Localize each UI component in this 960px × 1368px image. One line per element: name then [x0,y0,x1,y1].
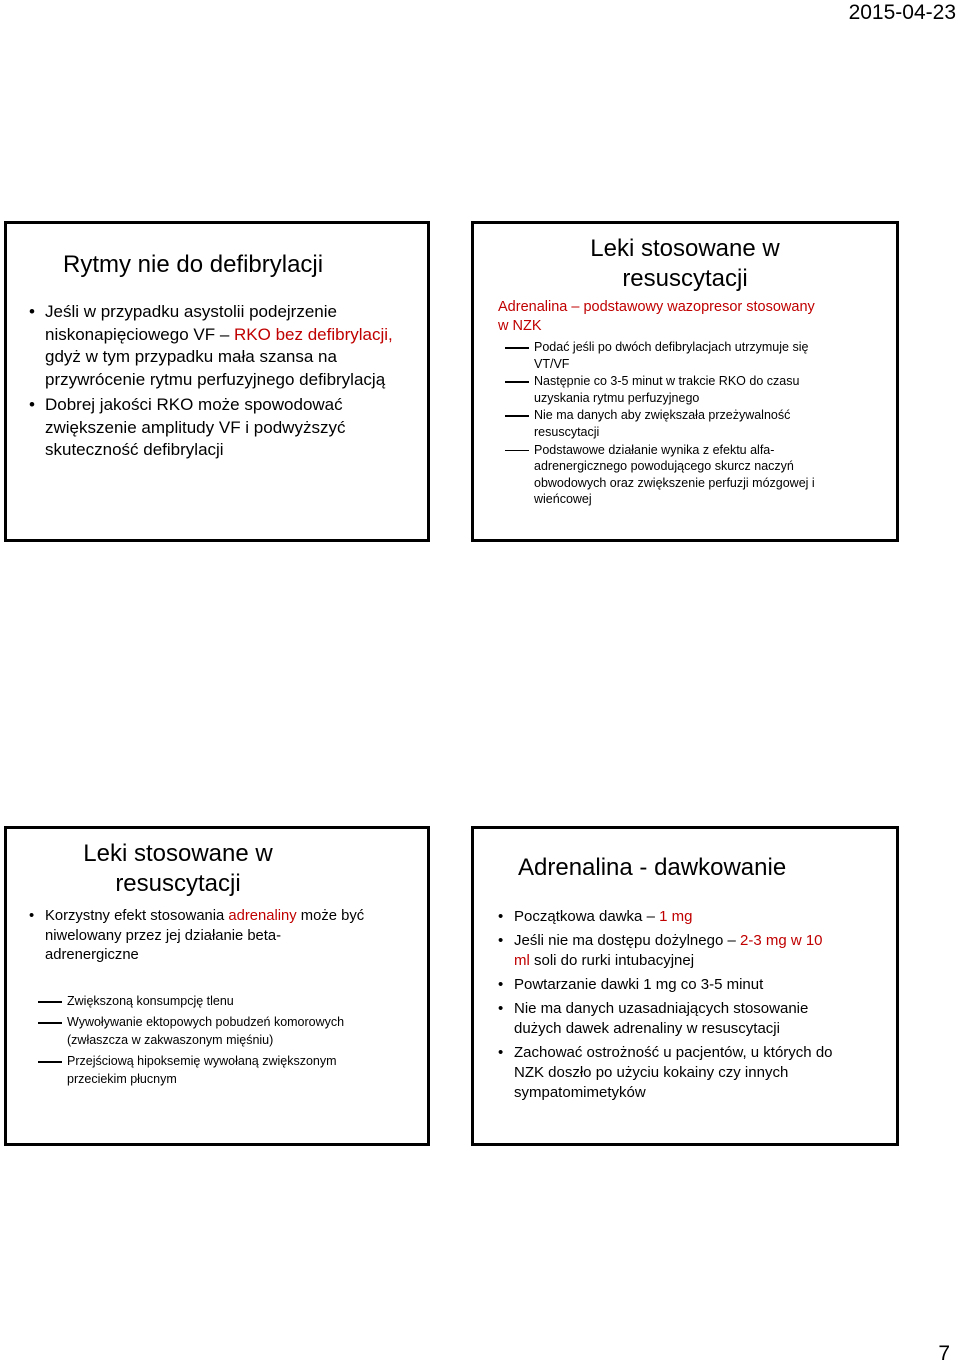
dash-icon [38,1001,62,1003]
bullet-line: może być [296,908,365,924]
bullet-line: Jeśli w przypadku asystolii podejrzenie [45,302,337,321]
slide-adrenalina-dawkowanie [471,826,899,1146]
highlight-text: 2-3 mg w 10 [739,932,823,949]
dash-icon [505,450,529,452]
sub-line: uzyskania rytmu perfuzyjnego [534,390,700,405]
title-line: resuscytacji [115,870,241,897]
sub-line: Nie ma danych aby zwiększała przeżywalność [534,408,791,423]
sub-line: Zwiększoną konsumpcję tlenu [67,994,234,1008]
sub-line: przeciekim płucnym [67,1072,177,1086]
page-number: 7 [938,1342,950,1365]
bullet-line: Nie ma danych uzasadniających stosowanie [514,1000,809,1017]
list-item [504,373,815,406]
bullet-line: Początkowa dawka – [514,908,660,925]
bullet-line: Dobrej jakości RKO może spowodować [45,394,343,414]
lead-line: Adrenalina – podstawowy wazopresor stosowany [498,299,815,315]
bullet-icon: • [498,1044,504,1061]
sub-line: Przejściową hipoksemię wywołaną zwiększonym [67,1054,337,1068]
list-item [37,992,344,1010]
sub-list [37,992,344,1088]
sub-line: adrenergicznego powodującego skurcz naczyń [534,459,794,474]
bullet-line: gdyż w tym przypadku mała szansa na [45,347,337,367]
list-item [37,1052,344,1088]
bullet-icon: • [29,908,35,924]
list-item [29,907,364,966]
list-item [498,907,833,927]
sub-line: Następnie co 3-5 minut w trakcie RKO do czasu [534,374,800,389]
bullet-icon: • [29,394,35,414]
list-item [504,339,815,372]
highlight-text: RKO bez defibrylacji, [234,324,393,344]
list-item [29,301,393,392]
lead-line: w NZK [498,318,542,334]
dash-icon [505,381,529,383]
slide-title: Rytmy nie do defibrylacji [63,251,324,278]
title-line: resuscytacji [622,265,748,292]
sub-line: Wywoływanie ektopowych pobudzeń komorowych [67,1015,345,1029]
bullet-line: zwiększenie amplitudy VF i podwyższyć [45,417,346,437]
bullet-line: skuteczność defibrylacji [45,440,224,460]
sub-line: obwodowych oraz zwiększenie perfuzji mózgowej i [534,475,815,490]
slide-leki-stosowane-beta [4,826,430,1146]
slide-title [474,234,896,294]
bullet-line: Powtarzanie dawki 1 mg co 3-5 minut [514,976,764,993]
slide-leki-stosowane-adrenalina [471,221,899,542]
bullet-icon: • [498,908,504,925]
sub-line: resuscytacji [534,424,600,439]
dash-icon [505,347,529,349]
sub-list [504,339,815,508]
sub-line: (zwłaszcza w zakwaszonym mięśniu) [67,1033,274,1047]
bullet-icon: • [498,932,504,949]
lead-paragraph [498,298,815,336]
bullet-list [29,907,364,966]
sub-line: VT/VF [534,356,570,371]
highlight-text: ml [514,952,530,969]
highlight-text: 1 mg [659,908,693,925]
bullet-line: przywrócenie rytmu perfuzyjnego defibrylacją [45,370,386,390]
sub-line: Podstawowe działanie wynika z efektu alfa- [534,442,775,457]
list-item [504,407,815,440]
bullet-line: Jeśli nie ma dostępu dożylnego – [514,932,740,949]
sub-line: wieńcowej [534,492,592,507]
list-item [504,442,815,508]
bullet-line: Korzystny efekt stosowania [45,908,229,924]
list-item [498,975,833,995]
bullet-line: NZK doszło po użyciu kokainy czy innych [514,1064,789,1081]
bullet-list [498,907,833,1103]
bullet-icon: • [498,976,504,993]
bullet-icon: • [498,1000,504,1017]
bullet-line: dużych dawek adrenaliny w resuscytacji [514,1020,780,1037]
list-item [37,1013,344,1049]
sub-line: Podać jeśli po dwóch defibrylacjach utrzymuje się [534,340,809,354]
bullet-line: Zachować ostrożność u pacjentów, u których do [514,1044,833,1061]
bullet-line: niwelowany przez jej działanie beta- [45,927,282,944]
print-date: 2015-04-23 [848,1,956,24]
highlight-text: adrenaliny [228,908,297,924]
dash-icon [505,415,529,417]
bullet-line: adrenergiczne [45,947,139,963]
list-item [498,1043,833,1103]
bullet-line: niskonapięciowego VF – [45,324,235,344]
title-line: Leki stosowane w [590,235,780,262]
slide-title: Adrenalina - dawkowanie [518,854,787,881]
bullet-list [29,301,393,462]
bullet-icon: • [29,302,35,321]
list-item [498,999,833,1039]
dash-icon [38,1022,62,1024]
slide-rytmy-nie-do-defibrylacji [4,221,430,542]
title-line: Leki stosowane w [83,840,273,867]
slide-title [7,839,349,899]
bullet-line: sympatomimetyków [514,1084,646,1101]
list-item [498,931,833,971]
bullet-line: soli do rurki intubacyjnej [529,952,695,969]
dash-icon [38,1061,62,1063]
list-item [29,394,393,462]
